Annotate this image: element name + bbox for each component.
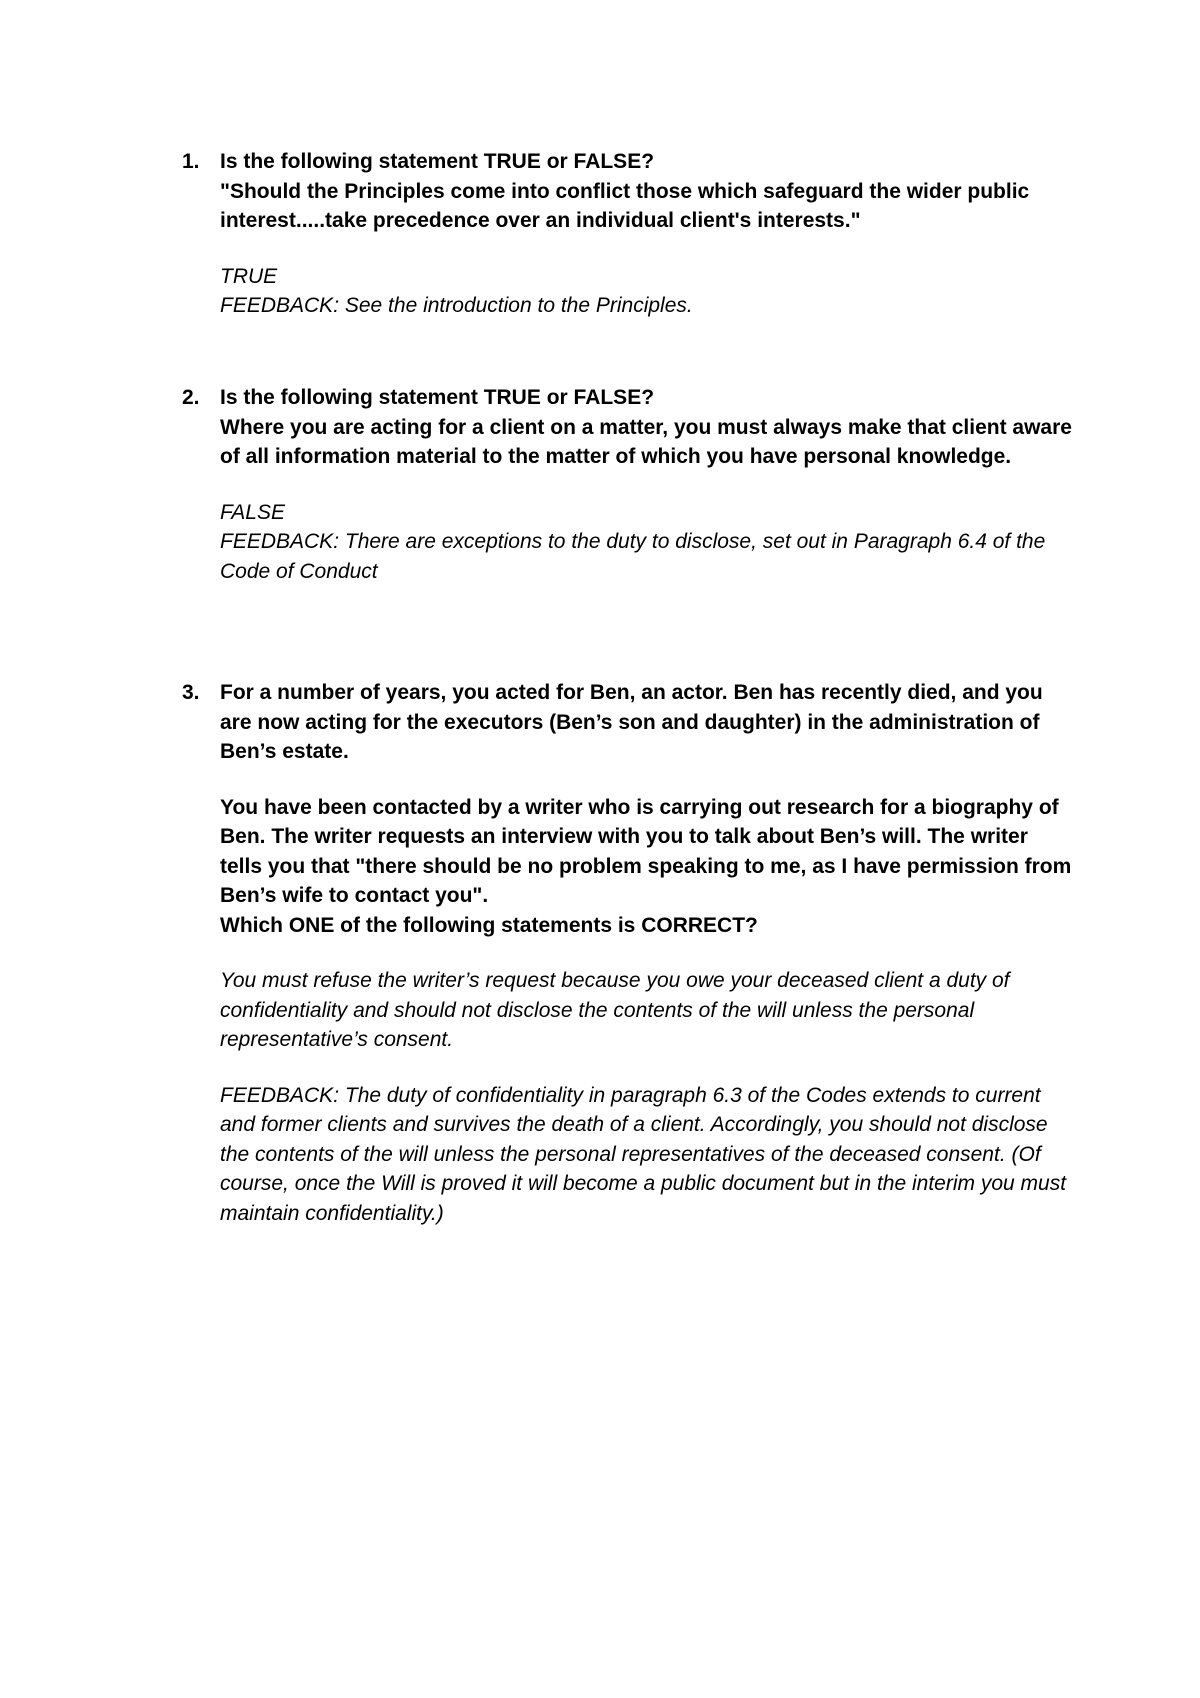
question-scenario: For a number of years, you acted for Ben, an actor. Ben has recently died, and you are now acting for the executors (Ben’s son and daughter) in the administration of Ben’s estate.: [220, 681, 1043, 763]
question-prompt: Which ONE of the following statements is CORRECT?: [220, 913, 758, 937]
question-1: [182, 147, 1072, 321]
feedback-text: FEEDBACK: The duty of confidentiality in paragraph 6.3 of the Codes extends to current and former clients and survives the death of a client. Accordingly, you should not disclose the contents of the will unless the personal representatives of the deceased consent. (Of course, once the Will is proved it will become a public document but in the interim you must maintain confidentiality.): [220, 1083, 1067, 1225]
question-content: [220, 383, 1072, 586]
question-statement: "Should the Principles come into conflict those which safeguard the wider public interest.....take precedence over an individual client's interests.": [220, 179, 1030, 232]
question-number: 3.: [182, 681, 200, 704]
answer-text: You must refuse the writer’s request because you owe your deceased client a duty of confidentiality and should not disclose the contents of the will unless the personal representative’s consent.: [220, 969, 1010, 1051]
question-2: [182, 383, 1072, 586]
question-content: [220, 678, 1072, 1228]
question-3: [182, 678, 1072, 1228]
answer-text: TRUE: [220, 264, 278, 288]
question-number: 2.: [182, 386, 200, 409]
question-prompt: Is the following statement TRUE or FALSE?: [220, 386, 655, 409]
question-details: You have been contacted by a writer who is carrying out research for a biography of Ben. The writer requests an interview with you to talk about Ben’s will. The writer tells you that "there should be no problem speaking to me, as I have permission from Ben’s wife to contact you".: [220, 795, 1072, 907]
answer-text: FALSE: [220, 500, 285, 524]
question-statement: Where you are acting for a client on a matter, you must always make that client aware of all information material to the matter of which you have personal knowledge.: [220, 415, 1072, 468]
question-number: 1.: [182, 150, 200, 173]
feedback-text: FEEDBACK: See the introduction to the Principles.: [220, 294, 693, 317]
question-content: [220, 147, 1072, 321]
feedback-text: FEEDBACK: There are exceptions to the duty to disclose, set out in Paragraph 6.4 of the Code of Conduct: [220, 530, 1046, 583]
question-prompt: Is the following statement TRUE or FALSE?: [220, 150, 655, 173]
